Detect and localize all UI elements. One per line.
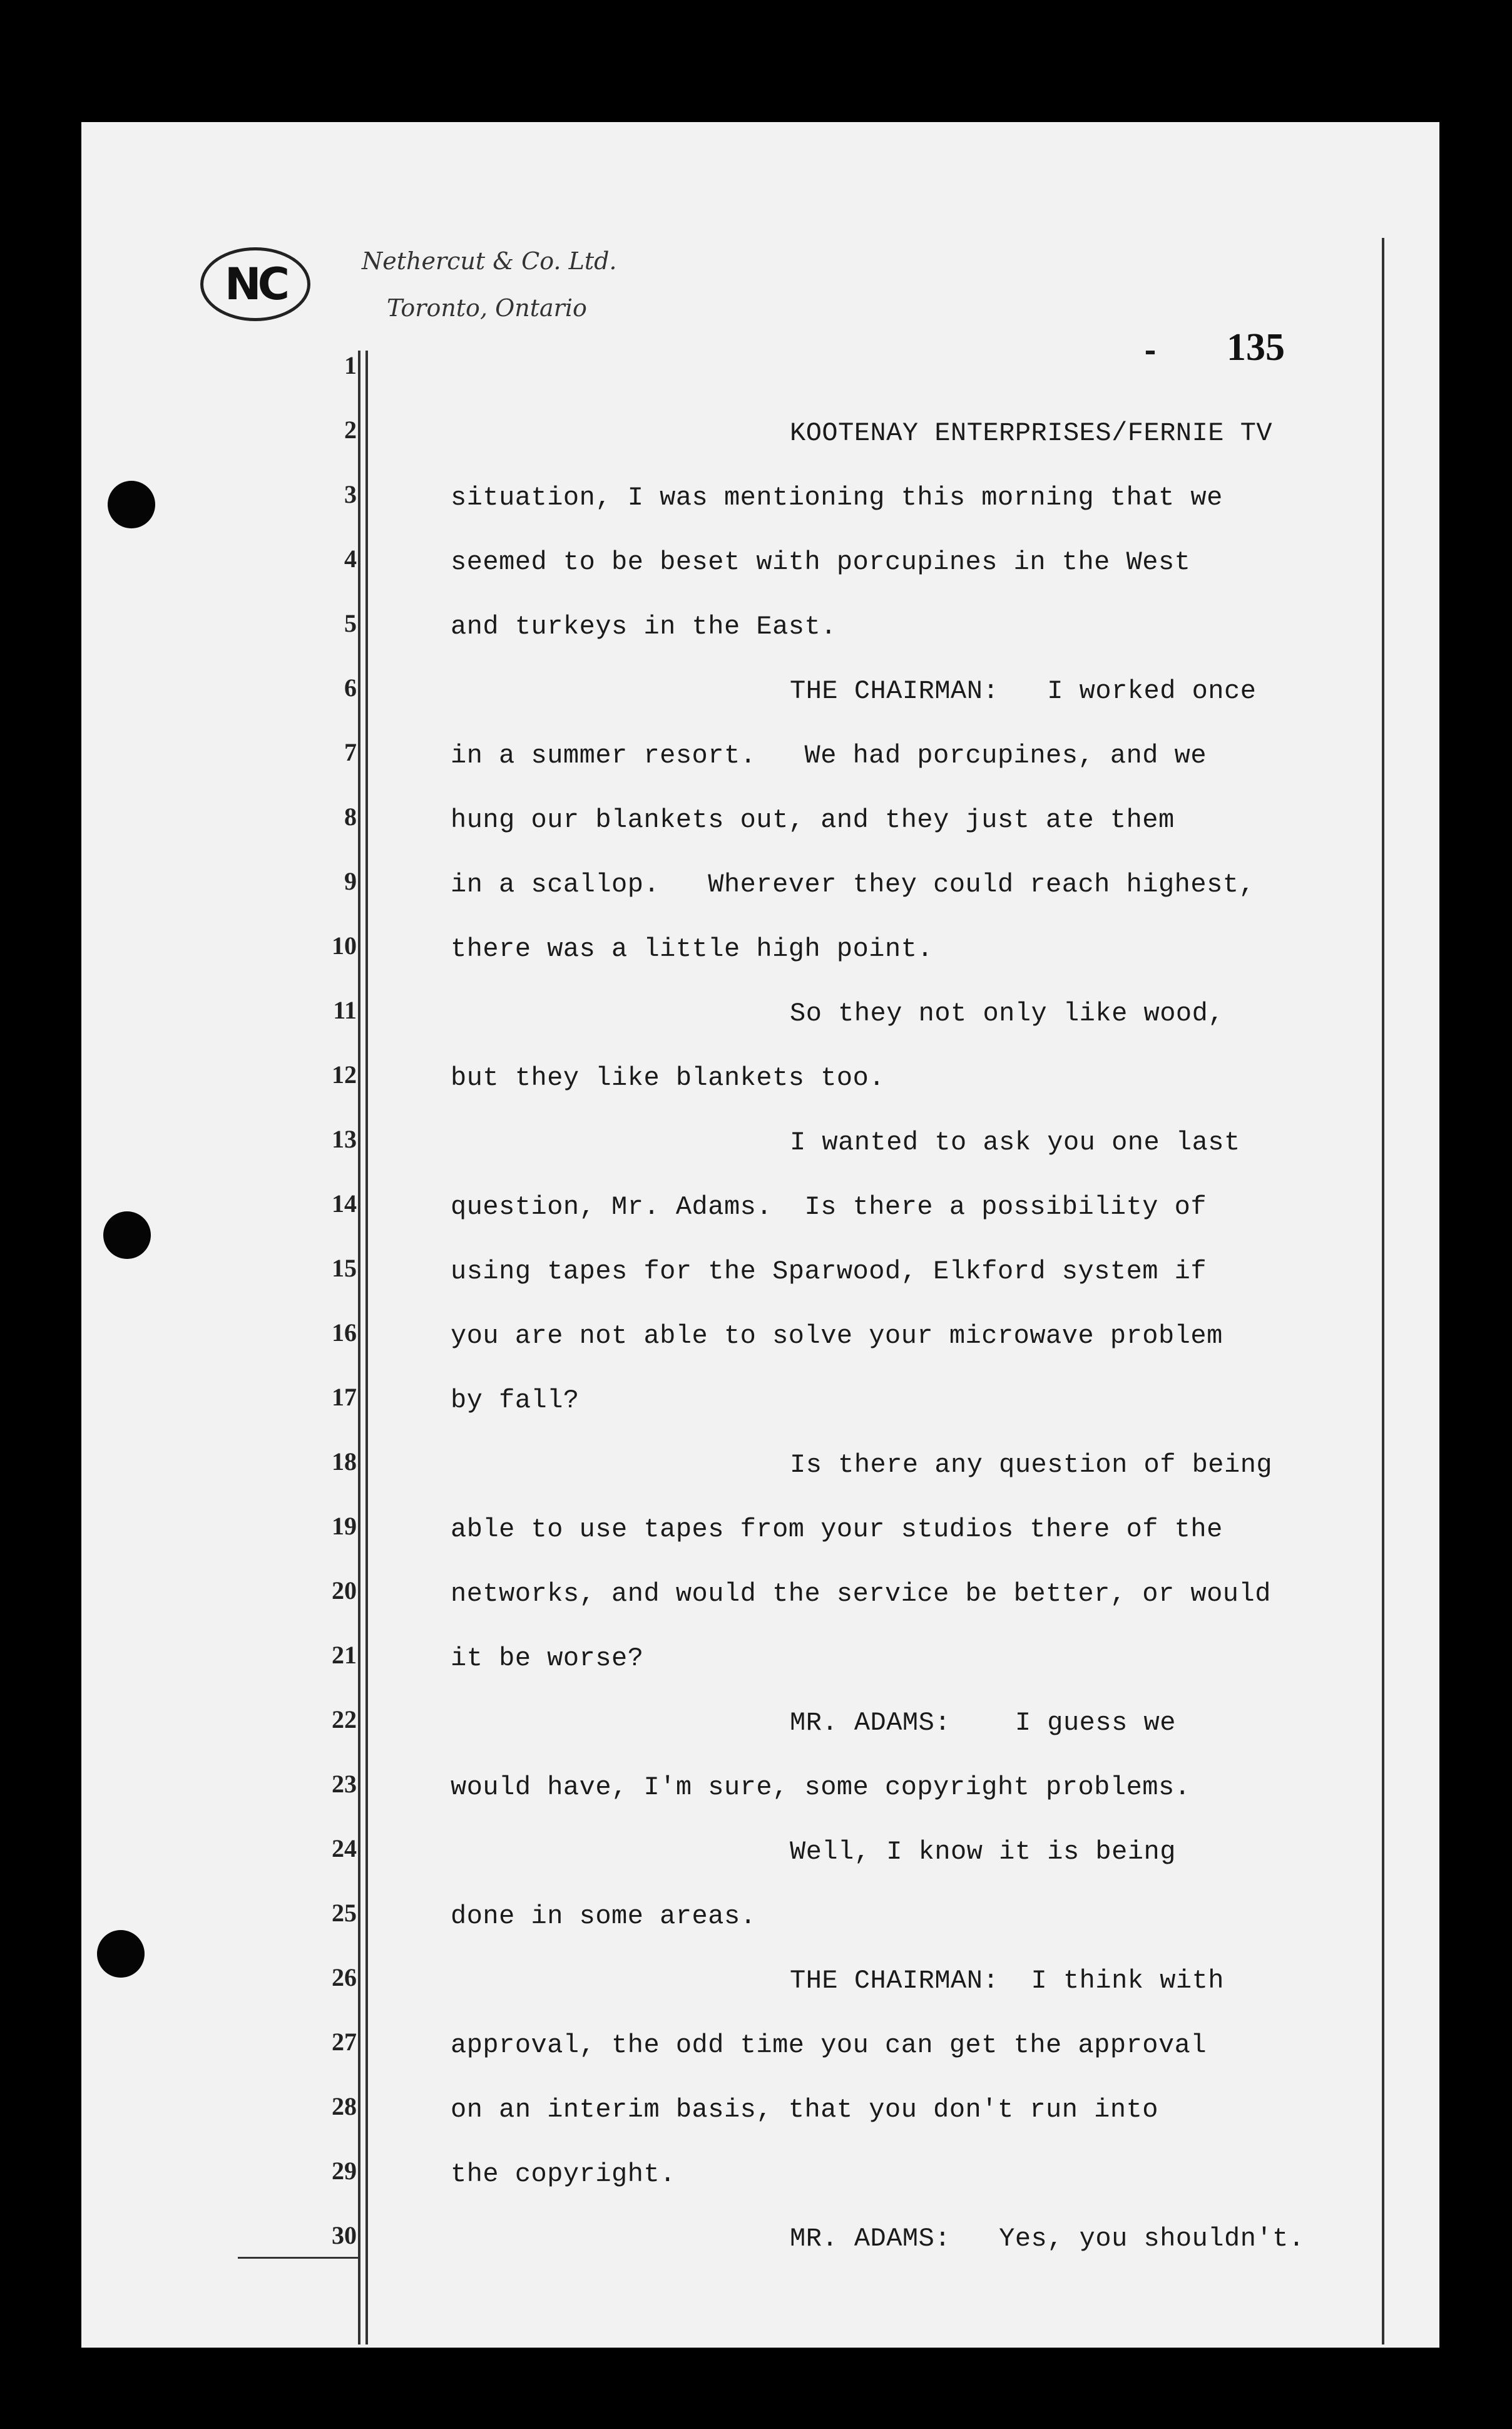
transcript-line: by fall? [451,1385,580,1415]
transcript-line: would have, I'm sure, some copyright problems. [451,1772,1191,1802]
line-number: 17 [332,1383,357,1411]
firm-location: Toronto, Ontario [387,294,587,322]
transcript-line: situation, I was mentioning this morning that we [451,483,1223,513]
transcript-line: in a scallop. Wherever they could reach highest, [451,870,1255,900]
transcript-line: Well, I know it is being [790,1837,1176,1867]
line-number: 14 [332,1189,357,1218]
line-number: 1 [344,351,357,379]
left-margin-rule-2 [365,351,368,2344]
line-number: 12 [332,1060,357,1089]
transcript-line: seemed to be beset with porcupines in the West [451,547,1191,577]
line-number: 20 [332,1576,357,1605]
line-number: 26 [332,1963,357,1991]
transcript-line: THE CHAIRMAN: I think with [790,1966,1225,1996]
page-number: 135 [1227,326,1285,369]
line-number: 3 [344,480,357,508]
transcript-line: it be worse? [451,1643,644,1673]
line-number: 24 [332,1834,357,1862]
line-number: 2 [344,416,357,444]
line-number: 18 [332,1447,357,1476]
line-number: 28 [332,2092,357,2120]
transcript-line: using tapes for the Sparwood, Elkford system if [451,1256,1207,1286]
firm-logo: NC [200,247,310,321]
transcript-line: in a summer resort. We had porcupines, and we [451,741,1207,771]
transcript-page [81,122,1439,2348]
line-number: 30 [332,2221,357,2249]
line-number: 13 [332,1125,357,1153]
line-number: 15 [332,1254,357,1282]
transcript-line: THE CHAIRMAN: I worked once [790,676,1257,706]
transcript-line: the copyright. [451,2159,676,2189]
transcript-line: approval, the odd time you can get the approval [451,2030,1207,2060]
line-number: 16 [332,1318,357,1347]
line-number: 25 [332,1899,357,1927]
transcript-line: on an interim basis, that you don't run into [451,2095,1158,2125]
transcript-line: I wanted to ask you one last [790,1127,1240,1158]
line-number: 8 [344,803,357,831]
transcript-line: there was a little high point. [451,934,934,964]
binder-hole-bottom [97,1930,145,1978]
transcript-line: MR. ADAMS: Yes, you shouldn't. [790,2224,1305,2254]
binder-hole-middle [103,1211,151,1259]
bottom-short-rule [238,2257,360,2259]
transcript-line: networks, and would the service be better, or would [451,1579,1271,1609]
page-number-dash: - [1141,335,1160,371]
line-number: 11 [333,996,357,1024]
line-number: 21 [332,1641,357,1669]
right-margin-rule [1382,238,1384,2344]
transcript-line: and turkeys in the East. [451,612,837,642]
line-number: 6 [344,674,357,702]
transcript-line: you are not able to solve your microwave problem [451,1321,1223,1351]
line-number: 19 [332,1512,357,1540]
line-number: 10 [332,932,357,960]
left-margin-rule-1 [358,351,360,2344]
transcript-line: but they like blankets too. [451,1063,886,1093]
line-number: 9 [344,867,357,895]
line-number: 23 [332,1770,357,1798]
transcript-line: KOOTENAY ENTERPRISES/FERNIE TV [790,418,1273,448]
binder-hole-top [108,481,155,528]
transcript-line: hung our blankets out, and they just ate them [451,805,1175,835]
line-number: 22 [332,1705,357,1733]
line-number: 7 [344,738,357,766]
transcript-line: able to use tapes from your studios there of the [451,1514,1223,1544]
transcript-line: So they not only like wood, [790,999,1225,1029]
transcript-line: done in some areas. [451,1901,757,1931]
transcript-line: Is there any question of being [790,1450,1273,1480]
transcript-line: MR. ADAMS: I guess we [790,1708,1176,1738]
line-number: 4 [344,545,357,573]
transcript-line: question, Mr. Adams. Is there a possibility of [451,1192,1207,1222]
line-number: 27 [332,2028,357,2056]
line-number: 29 [332,2157,357,2185]
line-number: 5 [344,609,357,637]
firm-name: Nethercut & Co. Ltd. [362,247,617,275]
